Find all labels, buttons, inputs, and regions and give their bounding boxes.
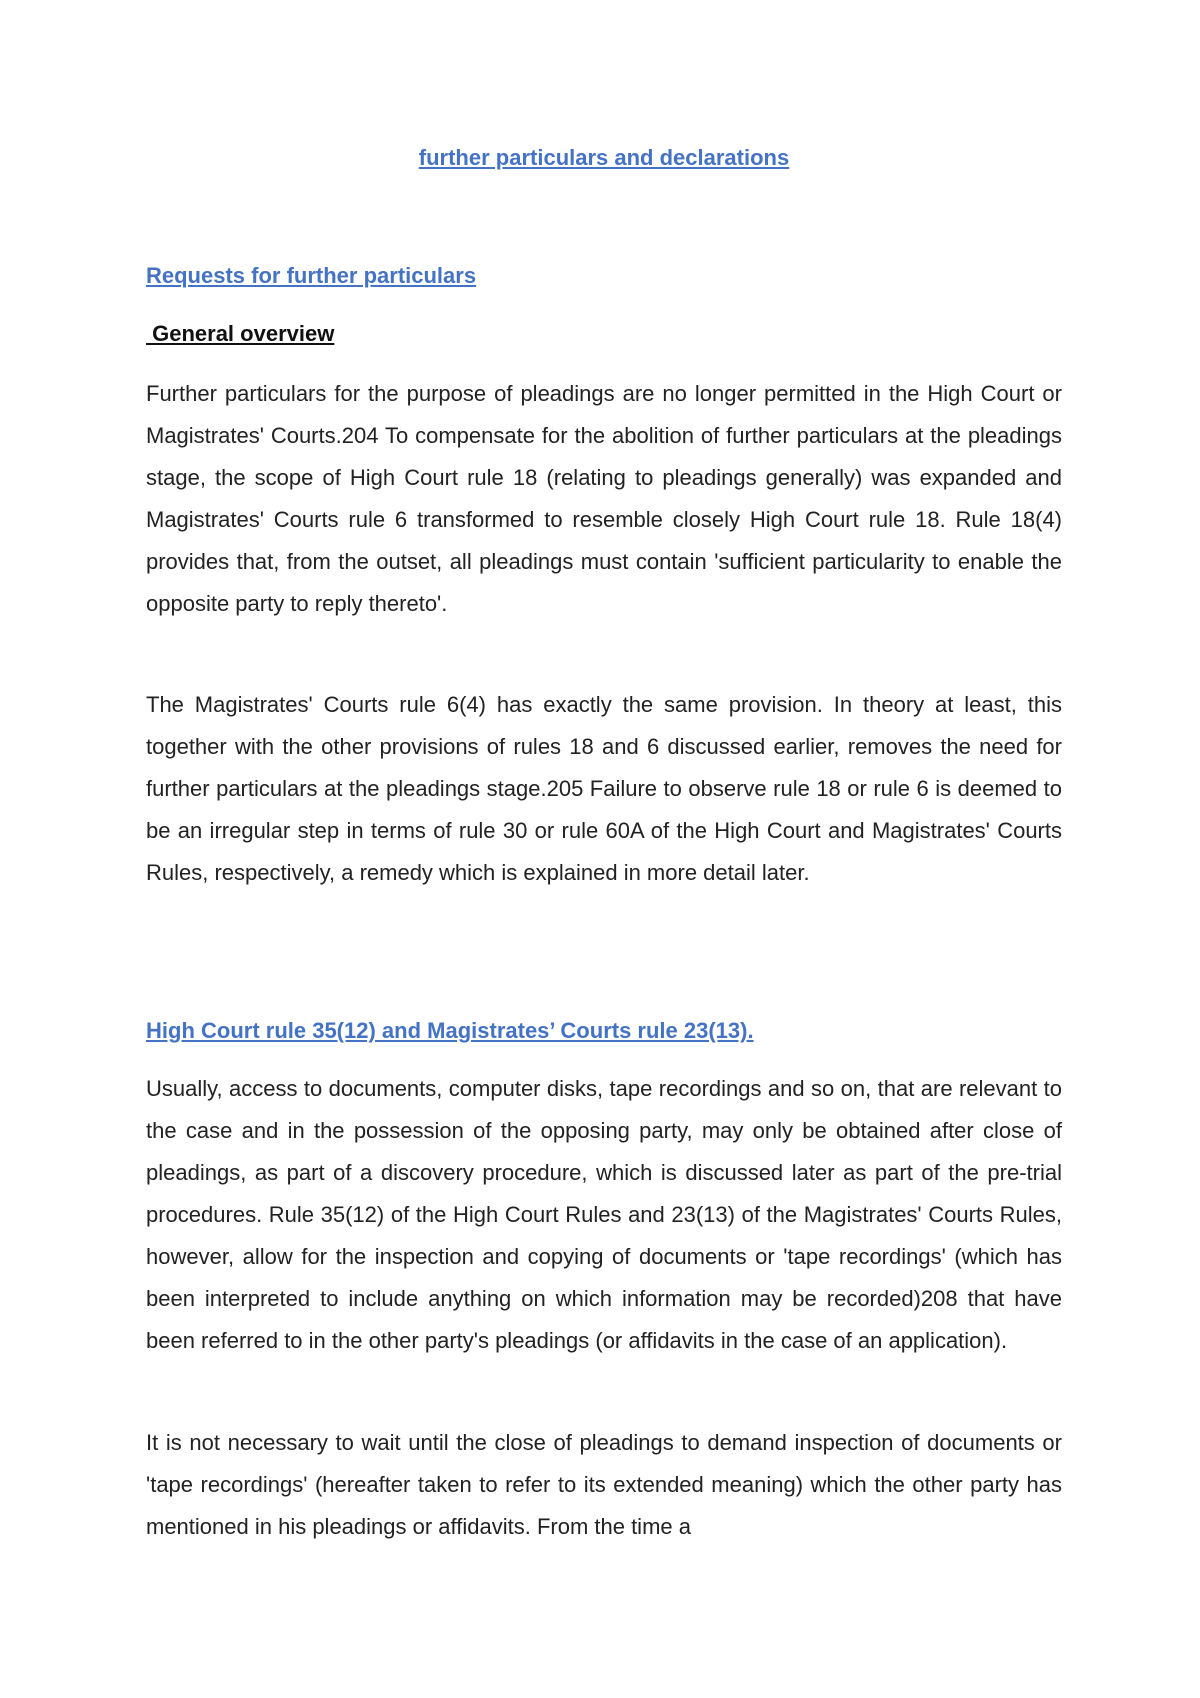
paragraph: It is not necessary to wait until the close of pleadings to demand inspection of documents or 'tape recordings' (hereafter taken to refer to its extended meaning) which the other party has mentioned in his pleadings or affidavits. From the time a: [146, 1430, 1062, 1539]
paragraph: Further particulars for the purpose of pleadings are no longer permitted in the High Court or Magistrates' Courts.204 To compensate for the abolition of further particulars at the pleadings stage, the scope of High Court rule 18 (relating to pleadings generally) was expanded and Magistrates' Courts rule 6 transformed to resemble closely High Court rule 18. Rule 18(4) provides that, from the outset, all pleadings must contain 'sufficient particularity to enable the opposite party to reply thereto'.: [146, 381, 1062, 616]
subheading-general-overview: General overview: [146, 321, 335, 346]
paragraph: Usually, access to documents, computer disks, tape recordings and so on, that are relevant to the case and in the possession of the opposing party, may only be obtained after close of pleadings, as part of a discovery procedure, which is discussed later as part of the pre-trial procedures. Rule 35(12) of the High Court Rules and 23(13) of the Magistrates' Courts Rules, however, allow for the inspection and copying of documents or 'tape recordings' (which has been interpreted to include anything on which information may be recorded)208 that have been referred to in the other party's pleadings (or affidavits in the case of an application).: [146, 1076, 1062, 1353]
document-title: further particulars and declarations: [418, 145, 790, 170]
section-heading-rule-35: High Court rule 35(12) and Magistrates’ Courts rule 23(13).: [146, 1018, 754, 1043]
section-heading-requests: Requests for further particulars: [146, 263, 477, 288]
paragraph: The Magistrates' Courts rule 6(4) has exactly the same provision. In theory at least, this together with the other provisions of rules 18 and 6 discussed earlier, removes the need for further particulars at the pleadings stage.205 Failure to observe rule 18 or rule 6 is deemed to be an irregular step in terms of rule 30 or rule 60A of the High Court and Magistrates' Courts Rules, respectively, a remedy which is explained in more detail later.: [146, 692, 1062, 885]
